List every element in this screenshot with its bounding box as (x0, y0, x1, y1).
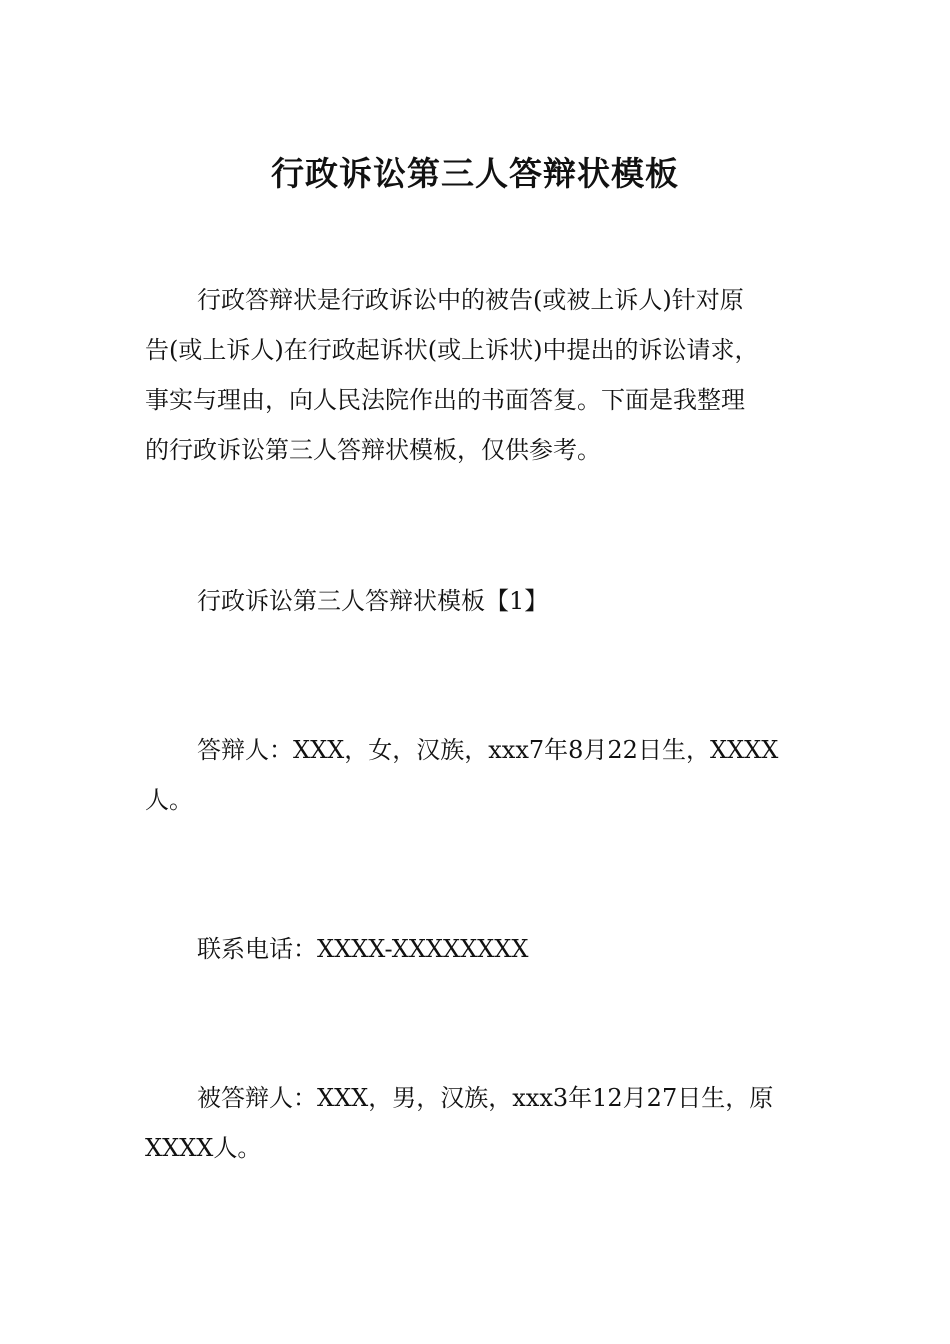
intro-line-3: 事实与理由，向人民法院作出的书面答复。下面是我整理 (145, 386, 745, 414)
intro-line-1: 行政答辩状是行政诉讼中的被告(或被上诉人)针对原 (197, 286, 744, 314)
opponent-line-2: XXXX人。 (145, 1134, 262, 1162)
section-heading: 行政诉讼第三人答辩状模板【1】 (197, 587, 549, 615)
phone-line: 联系电话：XXXX-XXXXXXXX (197, 935, 529, 963)
opponent-line-1: 被答辩人：XXX，男，汉族，xxx3年12月27日生，原 (197, 1084, 774, 1112)
respondent-line-1: 答辩人：XXX，女，汉族，xxx7年8月22日生，XXXX (197, 736, 779, 764)
phone-paragraph (145, 924, 815, 974)
respondent-paragraph (145, 725, 815, 825)
section-heading-paragraph (145, 576, 815, 626)
intro-line-4: 的行政诉讼第三人答辩状模板，仅供参考。 (145, 436, 601, 464)
respondent-line-2: 人。 (145, 786, 193, 814)
document-title: 行政诉讼第三人答辩状模板 (271, 154, 679, 194)
intro-line-2: 告(或上诉人)在行政起诉状(或上诉状)中提出的诉讼请求， (145, 336, 759, 364)
intro-paragraph (145, 275, 815, 475)
opponent-paragraph (145, 1073, 815, 1173)
